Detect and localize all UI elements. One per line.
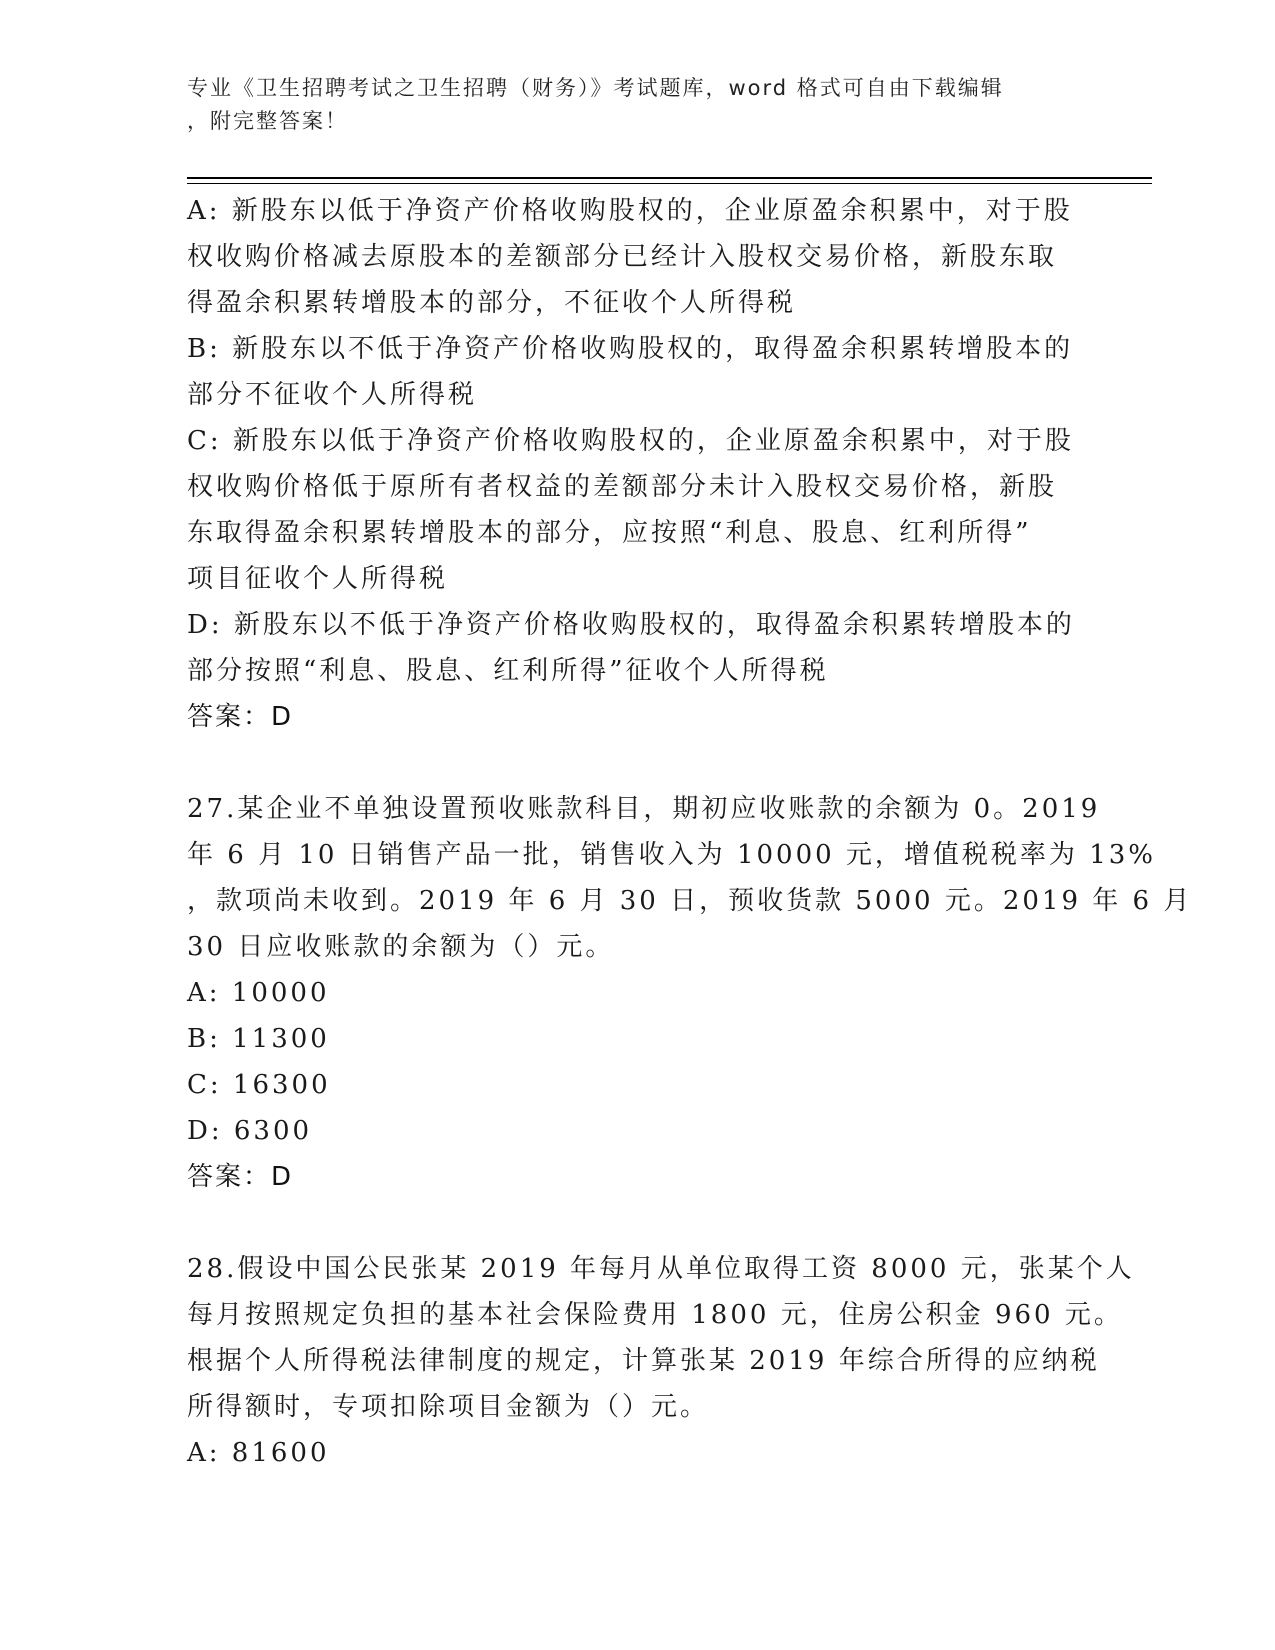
option-a: A: 81600 <box>187 1438 330 1468</box>
prev-question-options <box>187 188 1075 740</box>
option-text-line: B: 新股东以不低于净资产价格收购股权的，取得盈余积累转增股本的 <box>187 334 1074 364</box>
answer-label: 答案：D <box>187 1162 294 1192</box>
option-text-line: A: 新股东以低于净资产价格收购股权的，企业原盈余积累中，对于股 <box>187 196 1073 226</box>
option-text-line: 项目征收个人所得税 <box>187 564 449 594</box>
option-text-line: 权收购价格低于原所有者权益的差额部分未计入股权交易价格，新股 <box>187 472 1058 502</box>
option-d: D: 6300 <box>187 1116 313 1146</box>
answer-label: 答案：D <box>187 702 294 732</box>
question-content <box>187 188 1193 1476</box>
question-stem-line: 根据个人所得税法律制度的规定，计算张某 2019 年综合所得的应纳税 <box>187 1346 1100 1376</box>
option-b: B: 11300 <box>187 1024 330 1054</box>
option-text-line: 东取得盈余积累转增股本的部分，应按照“利息、股息、红利所得” <box>187 518 1032 548</box>
header-line-1: 专业《卫生招聘考试之卫生招聘（财务）》考试题库，word 格式可自由下载编辑 <box>187 76 1004 100</box>
question-stem-line: 年 6 月 10 日销售产品一批，销售收入为 10000 元，增值税税率为 13% <box>187 840 1156 870</box>
question-gap <box>187 740 1067 786</box>
option-text-line: C: 新股东以低于净资产价格收购股权的，企业原盈余积累中，对于股 <box>187 426 1074 456</box>
question-gap <box>187 1200 1067 1246</box>
question-stem-line: 28.假设中国公民张某 2019 年每月从单位取得工资 8000 元，张某个人 <box>187 1254 1135 1284</box>
document-header <box>187 72 1067 138</box>
option-c <box>187 418 1074 602</box>
header-line-2: ，附完整答案！ <box>187 109 348 133</box>
question-stem-line: 27.某企业不单独设置预收账款科目，期初应收账款的余额为 0。2019 <box>187 794 1101 824</box>
option-c: C: 16300 <box>187 1070 331 1100</box>
option-text-line: 权收购价格减去原股本的差额部分已经计入股权交易价格，新股东取 <box>187 242 1058 272</box>
header-rule-thick <box>187 177 1152 179</box>
question-28 <box>187 1246 1135 1476</box>
question-27 <box>187 786 1193 1200</box>
question-stem-line: ，款项尚未收到。2019 年 6 月 30 日，预收货款 5000 元。2019 年 6 月 <box>187 886 1193 916</box>
option-text-line: 得盈余积累转增股本的部分，不征收个人所得税 <box>187 288 797 318</box>
option-text-line: 部分不征收个人所得税 <box>187 380 478 410</box>
option-a: A: 10000 <box>187 978 330 1008</box>
option-text-line: D: 新股东以不低于净资产价格收购股权的，取得盈余积累转增股本的 <box>187 610 1075 640</box>
header-rule-thin <box>187 183 1152 184</box>
option-a <box>187 188 1073 326</box>
question-stem-line: 所得额时，专项扣除项目金额为（）元。 <box>187 1392 710 1422</box>
option-d <box>187 602 1075 694</box>
question-stem-line: 30 日应收账款的余额为（）元。 <box>187 932 615 962</box>
option-b <box>187 326 1074 418</box>
question-stem-line: 每月按照规定负担的基本社会保险费用 1800 元，住房公积金 960 元。 <box>187 1300 1123 1330</box>
option-text-line: 部分按照“利息、股息、红利所得”征收个人所得税 <box>187 656 829 686</box>
